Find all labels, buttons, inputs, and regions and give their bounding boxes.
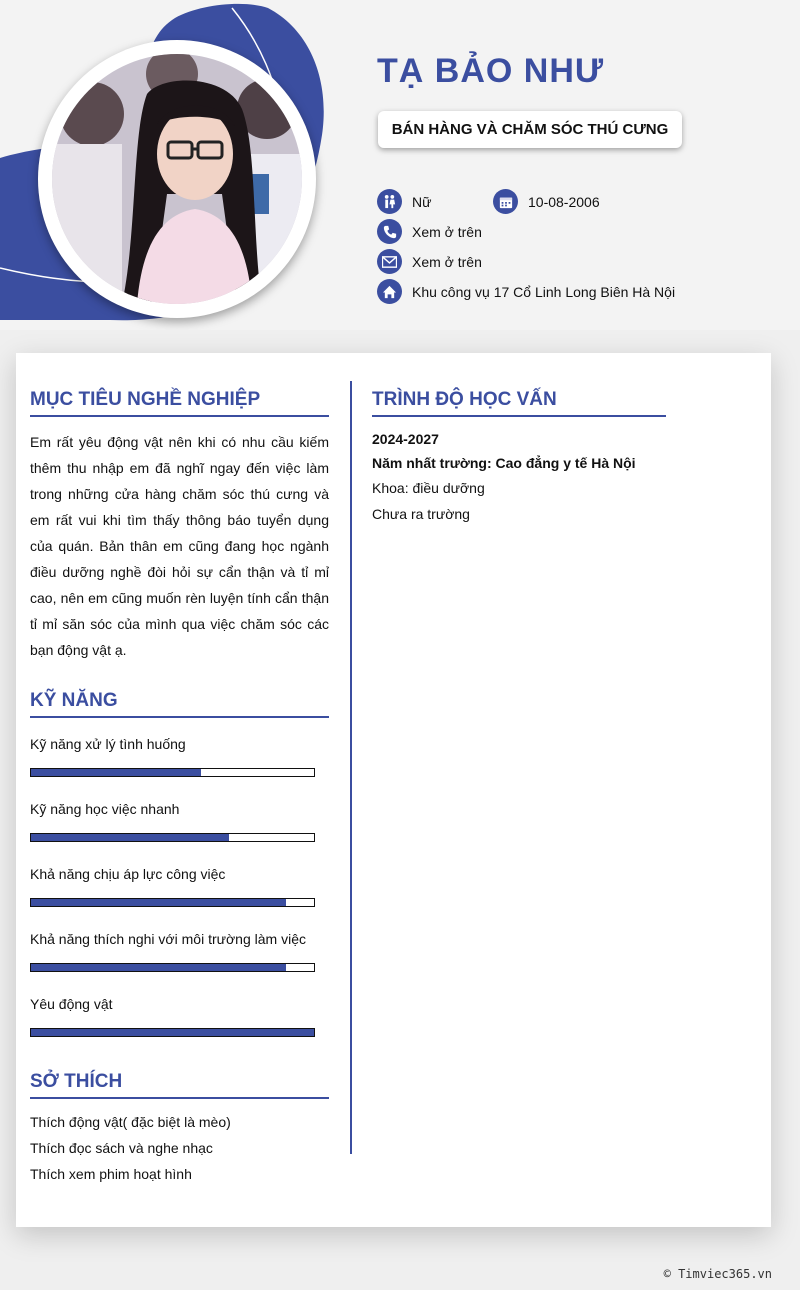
cv-body-card	[16, 353, 771, 1227]
phone-icon	[377, 219, 402, 244]
hobby-item: Thích động vật( đặc biệt là mèo)	[30, 1114, 231, 1130]
home-icon	[377, 279, 402, 304]
profile-photo	[52, 54, 302, 304]
objective-title: MỤC TIÊU NGHỀ NGHIỆP	[30, 389, 329, 417]
candidate-name: TẠ BẢO NHƯ	[377, 52, 605, 90]
hobbies-title: SỞ THÍCH	[30, 1071, 329, 1099]
column-divider	[350, 381, 352, 1154]
skill-bar-fill	[31, 769, 201, 776]
avatar-frame	[38, 40, 316, 318]
email-row	[377, 249, 482, 274]
calendar-icon	[493, 189, 518, 214]
skill-bar-fill	[31, 899, 286, 906]
skill-label: Kỹ năng học việc nhanh	[30, 801, 180, 817]
gender-value: Nữ	[412, 193, 432, 210]
gender-row	[377, 189, 431, 214]
education-school: Năm nhất trường: Cao đẳng y tế Hà Nội	[372, 455, 636, 471]
cv-header	[0, 0, 800, 330]
hobby-item: Thích đọc sách và nghe nhạc	[30, 1140, 213, 1156]
skills-title: KỸ NĂNG	[30, 690, 329, 718]
skill-bar	[30, 898, 315, 907]
phone-value: Xem ở trên	[412, 223, 482, 240]
skill-bar-fill	[31, 964, 286, 971]
skill-label: Yêu động vật	[30, 996, 113, 1012]
footer-copyright: © Timviec365.vn	[663, 1267, 772, 1281]
skill-label: Khả năng thích nghi với môi trường làm việc	[30, 931, 306, 947]
skill-label: Khả năng chịu áp lực công việc	[30, 866, 226, 882]
education-title: TRÌNH ĐỘ HỌC VẤN	[372, 389, 666, 417]
education-period: 2024-2027	[372, 431, 439, 447]
hobby-item: Thích xem phim hoạt hình	[30, 1166, 192, 1182]
address-row	[377, 279, 675, 304]
email-value: Xem ở trên	[412, 253, 482, 270]
skill-bar-fill	[31, 1029, 314, 1036]
desired-position-badge: BÁN HÀNG VÀ CHĂM SÓC THÚ CƯNG	[378, 111, 682, 148]
skill-label: Kỹ năng xử lý tình huống	[30, 736, 186, 752]
education-status: Chưa ra trường	[372, 506, 470, 522]
skill-bar	[30, 1028, 315, 1037]
birthday-value: 10-08-2006	[528, 193, 600, 210]
address-value: Khu công vụ 17 Cổ Linh Long Biên Hà Nội	[412, 283, 676, 300]
objective-text: Em rất yêu động vật nên khi có nhu cầu kiếm thêm thu nhập em đã nghĩ ngay đến việc làm trong những cửa hàng chăm sóc thú cưng và em rất vui khi tìm thấy thông báo tuyển dụng của quán. Bản thân em cũng đang học ngành điều dưỡng nghề đòi hỏi sự cẩn thận và tỉ mỉ cao, nên em cũng muốn rèn luyện tính cẩn thận tỉ mỉ săn sóc của mình qua việc chăm sóc các bạn động vật ạ.	[30, 434, 329, 658]
skill-bar	[30, 833, 315, 842]
skill-bar-fill	[31, 834, 229, 841]
gender-icon	[377, 189, 402, 214]
phone-row	[377, 219, 482, 244]
skill-bar	[30, 963, 315, 972]
avatar	[52, 54, 302, 304]
birthday-row	[493, 189, 600, 214]
education-major: Khoa: điều dưỡng	[372, 480, 485, 496]
skill-bar	[30, 768, 315, 777]
envelope-icon	[377, 249, 402, 274]
